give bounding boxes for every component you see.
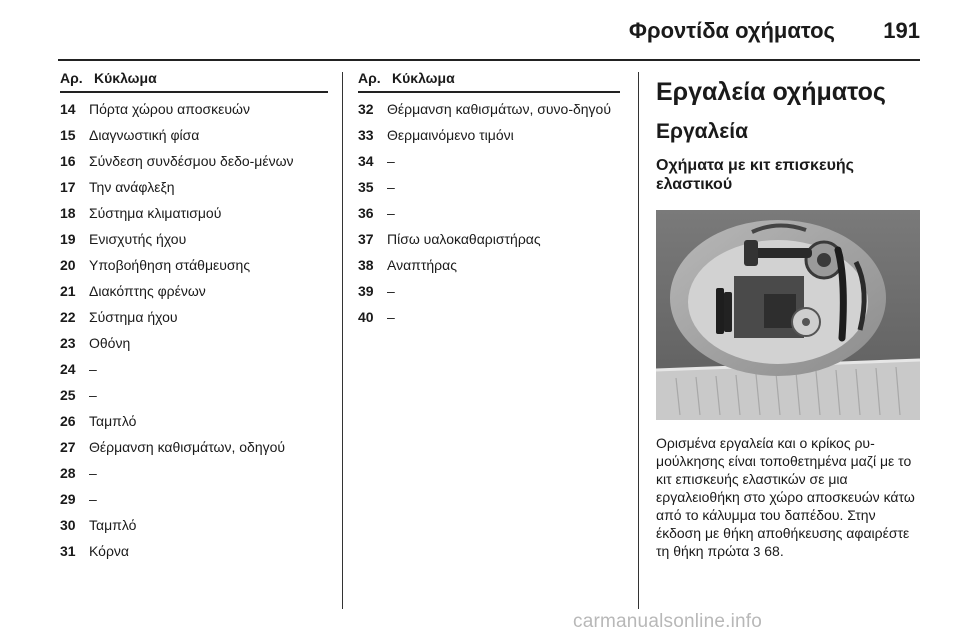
fuse-table-column-1 xyxy=(60,70,328,569)
header-label: Κύκλωμα xyxy=(392,70,455,86)
fuse-number: 21 xyxy=(60,283,76,299)
table-row xyxy=(60,335,328,351)
circuit-name: – xyxy=(387,283,395,299)
circuit-name: – xyxy=(387,179,395,195)
circuit-name: Θέρμανση καθισμάτων, οδηγού xyxy=(89,439,286,455)
table-row xyxy=(60,101,328,117)
fuse-number: 28 xyxy=(60,465,76,481)
header-num: Αρ. xyxy=(358,70,381,86)
circuit-name: Ενισχυτής ήχου xyxy=(89,231,187,247)
subsection-heading: Εργαλεία xyxy=(656,120,748,143)
circuit-name: – xyxy=(387,205,395,221)
circuit-name: Σύνδεση συνδέσμου δεδο-μένων xyxy=(89,153,294,169)
table-row xyxy=(60,491,328,507)
table-row xyxy=(60,439,328,455)
circuit-name: Οθόνη xyxy=(89,335,131,351)
table-row xyxy=(358,257,620,273)
tool-kit-photo xyxy=(656,210,920,420)
fuse-number: 37 xyxy=(358,231,374,247)
fuse-number: 34 xyxy=(358,153,374,169)
circuit-name: – xyxy=(89,465,97,481)
fuse-number: 32 xyxy=(358,101,374,117)
circuit-name: Αναπτήρας xyxy=(387,257,457,273)
fuse-number: 39 xyxy=(358,283,374,299)
section-heading: Εργαλεία οχήματος xyxy=(656,78,886,106)
tools-section xyxy=(656,78,920,561)
fuse-number: 24 xyxy=(60,361,76,377)
table-row xyxy=(60,205,328,221)
circuit-name: Σύστημα κλιματισμού xyxy=(89,205,222,221)
column-divider-right xyxy=(638,72,639,609)
circuit-name: Πίσω υαλοκαθαριστήρας xyxy=(387,231,541,247)
table-row xyxy=(60,465,328,481)
circuit-name: – xyxy=(89,491,97,507)
table-row xyxy=(358,179,620,195)
page-header xyxy=(0,0,960,62)
circuit-name: Ταμπλό xyxy=(89,413,137,429)
fuse-number: 20 xyxy=(60,257,76,273)
table-row xyxy=(358,283,620,299)
table-row xyxy=(60,543,328,559)
table-row xyxy=(60,283,328,299)
fuse-number: 29 xyxy=(60,491,76,507)
table-row xyxy=(358,205,620,221)
watermark-text: carmanualsonline.info xyxy=(573,611,763,632)
circuit-name: Πόρτα χώρου αποσκευών xyxy=(89,101,250,117)
description-paragraph xyxy=(656,434,920,561)
fuse-number: 38 xyxy=(358,257,374,273)
header-label: Κύκλωμα xyxy=(94,70,157,86)
table-row xyxy=(60,361,328,377)
circuit-name: – xyxy=(387,153,395,169)
fuse-number: 22 xyxy=(60,309,76,325)
circuit-name: Σύστημα ήχου xyxy=(89,309,178,325)
page-reference-link[interactable]: 68. xyxy=(764,543,784,559)
circuit-name: Διακόπτης φρένων xyxy=(89,283,206,299)
circuit-name: Υποβοήθηση στάθμευσης xyxy=(89,257,251,273)
header-num: Αρ. xyxy=(60,70,83,86)
fuse-number: 33 xyxy=(358,127,374,143)
circuit-name: Κόρνα xyxy=(89,543,130,559)
sub-subsection-heading: Οχήματα με κιτ επισκευής ελαστικού xyxy=(656,157,854,193)
table-row xyxy=(358,309,620,325)
table-row xyxy=(60,309,328,325)
table-row xyxy=(60,179,328,195)
circuit-name: – xyxy=(89,361,97,377)
circuit-name: Θέρμανση καθισμάτων, συνο-δηγού xyxy=(387,101,611,117)
fuse-number: 16 xyxy=(60,153,76,169)
header-divider xyxy=(58,59,920,61)
fuse-number: 36 xyxy=(358,205,374,221)
column-divider-left xyxy=(342,72,343,609)
fuse-table-column-2 xyxy=(358,70,620,335)
table-header xyxy=(358,70,620,93)
fuse-number: 23 xyxy=(60,335,76,351)
table-row xyxy=(60,413,328,429)
table-row xyxy=(358,231,620,247)
table-row xyxy=(358,101,620,117)
fuse-number: 25 xyxy=(60,387,76,403)
fuse-number: 27 xyxy=(60,439,76,455)
circuit-name: Την ανάφλεξη xyxy=(89,179,175,195)
fuse-number: 31 xyxy=(60,543,76,559)
page-number: 191 xyxy=(883,18,920,43)
fuse-number: 15 xyxy=(60,127,76,143)
paragraph-text: Ορισμένα εργαλεία και ο κρίκος ρυ-μούλκησης είναι τοποθετημένα μαζί με το κιτ επισκευής ελαστικών σε μια εργαλειοθήκη στο χώρο αποσκευών κάτω από το κάλυμμα του δαπέδου. Στην έκδοση με θήκη αποθήκευσης αφαιρέστε τη θήκη πρώτα xyxy=(656,435,915,559)
fuse-number: 35 xyxy=(358,179,374,195)
circuit-name: – xyxy=(387,309,395,325)
circuit-name: Θερμαινόμενο τιμόνι xyxy=(387,127,514,143)
fuse-number: 17 xyxy=(60,179,76,195)
table-row xyxy=(358,153,620,169)
table-header xyxy=(60,70,328,93)
circuit-name: Διαγνωστική φίσα xyxy=(89,127,200,143)
fuse-number: 18 xyxy=(60,205,76,221)
table-row xyxy=(358,127,620,143)
table-row xyxy=(60,257,328,273)
circuit-name: Ταμπλό xyxy=(89,517,137,533)
fuse-number: 14 xyxy=(60,101,76,117)
page-title: Φροντίδα οχήματος xyxy=(628,18,835,43)
table-row xyxy=(60,231,328,247)
table-row xyxy=(60,517,328,533)
table-row xyxy=(60,387,328,403)
fuse-number: 19 xyxy=(60,231,76,247)
fuse-number: 40 xyxy=(358,309,374,325)
table-row xyxy=(60,127,328,143)
table-row xyxy=(60,153,328,169)
fuse-number: 30 xyxy=(60,517,76,533)
page-reference-arrow-icon: 3 xyxy=(753,544,761,559)
fuse-number: 26 xyxy=(60,413,76,429)
circuit-name: – xyxy=(89,387,97,403)
